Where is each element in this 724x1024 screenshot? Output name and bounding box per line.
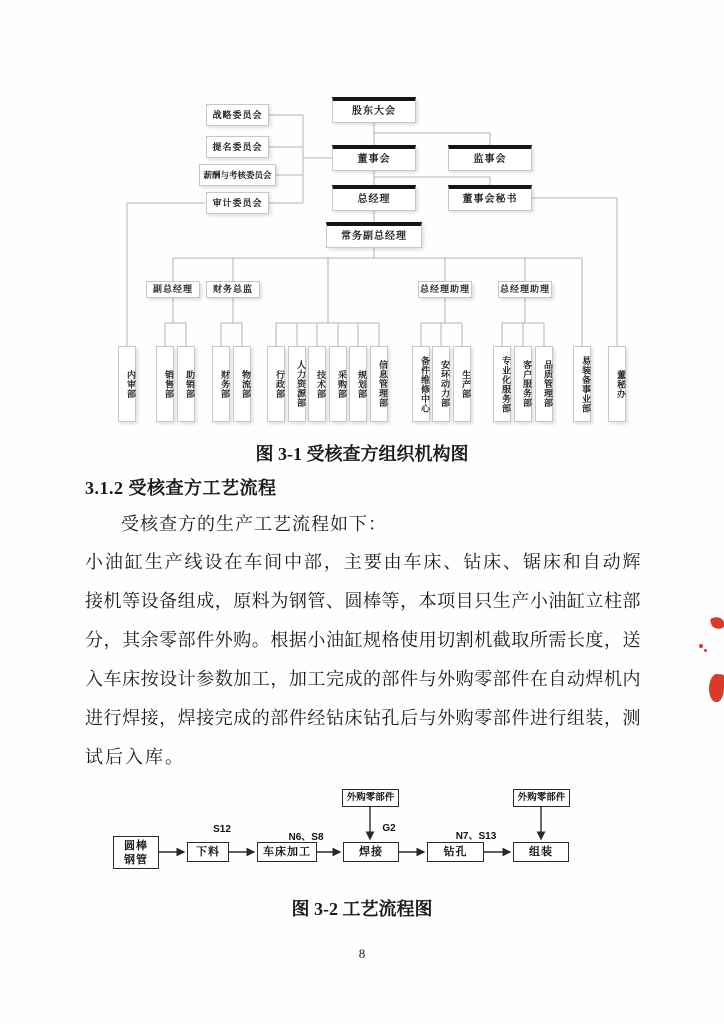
dept-specialized-service: 专业化服务部 xyxy=(493,346,511,422)
paragraph-line: 进行焊接，焊接完成的部件经钻床钻孔后与外购零部件进行组装，测 xyxy=(85,708,641,728)
dept-equipment-division: 易装备事业部 xyxy=(573,346,591,422)
dept-production: 生产部 xyxy=(453,346,471,422)
org-box-gm-assistant-1: 总经理助理 xyxy=(418,281,472,298)
paragraph-line: 入车床按设计参数加工，加工完成的部件与外购零部件在自动焊机内 xyxy=(85,669,641,689)
red-ink-dot-1 xyxy=(699,644,703,648)
dept-information-management: 信息管理部 xyxy=(370,346,388,422)
dept-board-secretary-office: 董秘办 xyxy=(608,346,626,422)
org-box-deputy-gm: 副总经理 xyxy=(146,281,200,298)
org-box-nomination-committee: 提名委员会 xyxy=(206,136,269,158)
org-box-remuneration-appraisal-committee: 薪酬与考核委员会 xyxy=(199,164,276,186)
paragraph-line: 接机等设备组成，原料为钢管、圆棒等，本项目只生产小油缸立柱部 xyxy=(85,591,641,611)
red-ink-mark-top xyxy=(710,616,724,630)
intro-sentence: 受核查方的生产工艺流程如下： xyxy=(121,514,387,534)
org-box-general-manager: 总经理 xyxy=(332,185,416,211)
dept-administration: 行政部 xyxy=(267,346,285,422)
org-box-board-secretary: 董事会秘书 xyxy=(448,185,532,211)
flow-label-n7-s13: N7、S13 xyxy=(455,831,497,842)
dept-human-resources: 人力资源部 xyxy=(288,346,306,422)
flow-label-g2: G2 xyxy=(382,823,396,834)
dept-finance: 财务部 xyxy=(212,346,230,422)
flow-box-assembly: 组装 xyxy=(513,842,569,862)
body-paragraph xyxy=(85,543,641,777)
flow-box-lathe-machining: 车床加工 xyxy=(257,842,317,862)
flow-label-n6-s8: N6、S8 xyxy=(288,832,324,843)
paragraph-line: 分，其余零部件外购。根据小油缸规格使用切割机截取所需长度，送 xyxy=(85,630,641,650)
dept-customer-service: 客户服务部 xyxy=(514,346,532,422)
org-box-gm-assistant-2: 总经理助理 xyxy=(498,281,552,298)
dept-sales-support: 助销部 xyxy=(177,346,195,422)
dept-logistics: 物流部 xyxy=(233,346,251,422)
dept-planning: 规划部 xyxy=(349,346,367,422)
red-ink-dot-2 xyxy=(704,649,707,652)
org-box-executive-deputy-gm: 常务副总经理 xyxy=(326,222,422,248)
dept-technology: 技术部 xyxy=(308,346,326,422)
dept-maintenance-center: 备件维修中心 xyxy=(412,346,430,422)
flow-box-purchased-parts-1: 外购零部件 xyxy=(342,789,399,807)
org-box-cfo: 财务总监 xyxy=(206,281,260,298)
page-number: 8 xyxy=(358,946,366,961)
org-box-board-of-directors: 董事会 xyxy=(332,145,416,171)
dept-procurement: 采购部 xyxy=(329,346,347,422)
org-box-audit-committee: 审计委员会 xyxy=(206,192,269,214)
figure-3-2-caption: 图 3-2 工艺流程图 xyxy=(291,899,433,919)
flow-label-s12: S12 xyxy=(213,824,231,835)
org-box-supervisory-board: 监事会 xyxy=(448,145,532,171)
dept-quality-management: 品质管理部 xyxy=(535,346,553,422)
red-ink-mark-bottom xyxy=(708,673,724,702)
dept-internal-audit: 内审部 xyxy=(118,346,136,422)
section-heading-3-1-2: 3.1.2 受核查方工艺流程 xyxy=(85,478,277,498)
paragraph-line: 试后入库。 xyxy=(85,747,185,767)
flow-box-drilling: 钻孔 xyxy=(427,842,484,862)
paragraph-line: 小油缸生产线设在车间中部，主要由车床、钻床、锯床和自动辉 xyxy=(85,552,641,572)
figure-3-1-caption: 图 3-1 受核查方组织机构图 xyxy=(255,444,469,464)
dept-sales: 销售部 xyxy=(156,346,174,422)
flow-box-purchased-parts-2: 外购零部件 xyxy=(513,789,570,807)
org-box-shareholders-meeting: 股东大会 xyxy=(332,97,416,123)
dept-safety-env-power: 安环动力部 xyxy=(432,346,450,422)
flow-box-welding: 焊接 xyxy=(343,842,399,862)
org-box-strategy-committee: 战略委员会 xyxy=(206,104,269,126)
flow-box-cutting: 下料 xyxy=(187,842,229,862)
flow-box-raw-material: 圆棒钢管 xyxy=(113,836,159,869)
